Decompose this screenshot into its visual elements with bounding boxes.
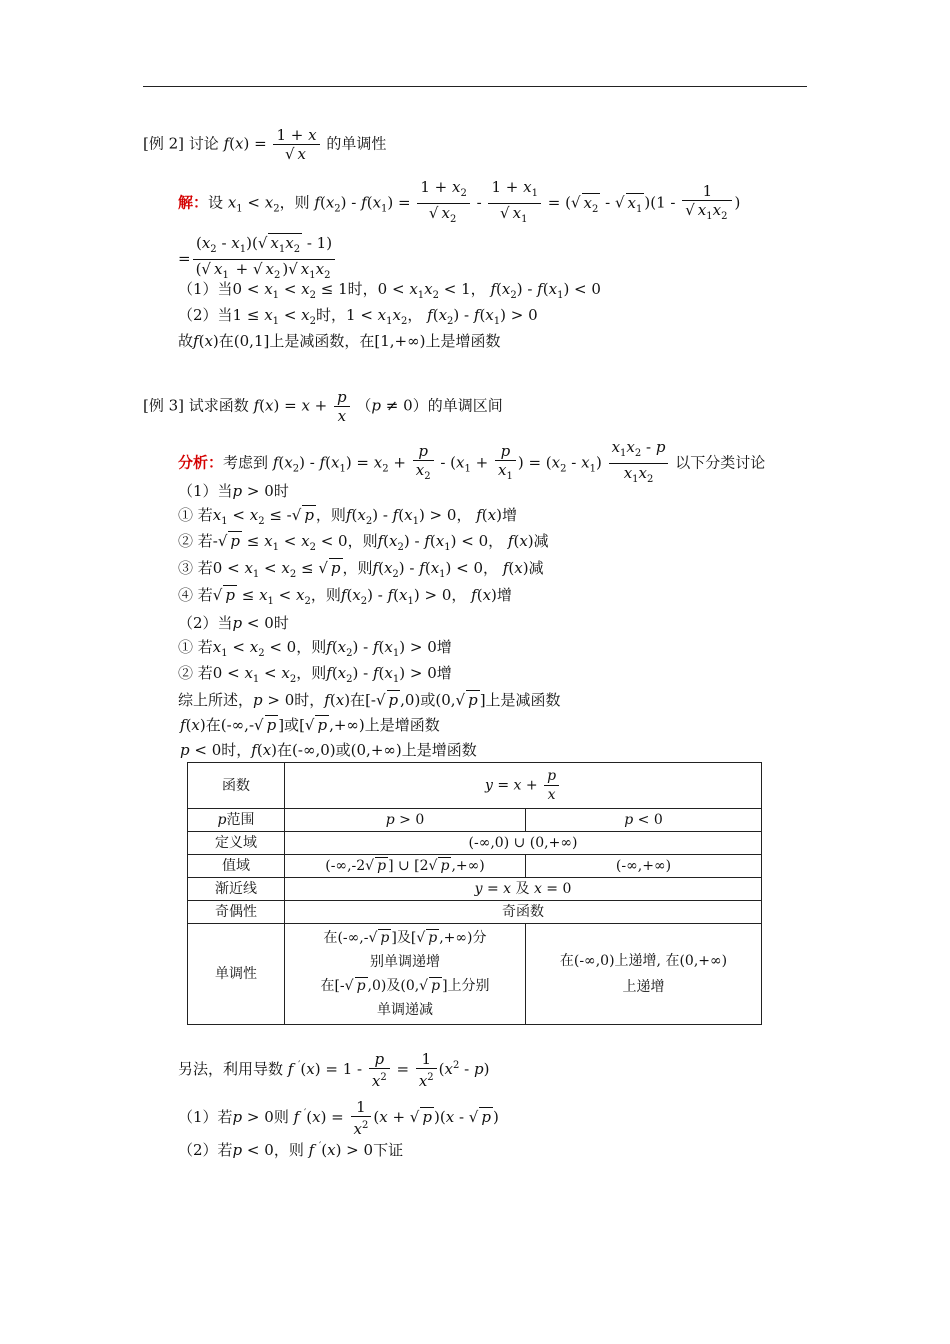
example-2-case-1: （1）当$0 < x_1 < x_2 \le 1$时，$0 < x_1x_2 < 1$， $f(x_2) - f(x_1) < 0$	[178, 280, 601, 301]
header-rule	[143, 86, 807, 87]
alt-case-1: （1）若p > 0则 f ′(x) = $\frac{1}{x^2}$ (x + √ p )(x - √ p )	[178, 1098, 499, 1138]
table-cell: p > 0	[285, 809, 526, 832]
table-row	[188, 878, 762, 901]
example-3-title: [例 3] 试求函数 f(x) = x + $\frac{p}{x}$ （p ≠ 0）的单调区间	[143, 388, 503, 425]
summary-table	[187, 762, 762, 1025]
table-cell: (-∞,-2√ p ] ∪ [2√ p ,+∞)	[285, 855, 526, 878]
example-2-conclusion: 故f(x)在(0,1]上是减函数，在[1,+∞)上是增函数	[178, 332, 501, 350]
table-header-cell: 单调性	[188, 924, 285, 1025]
case-3: ③ 若$0 < x_1 < x_2$ ≤ √ p ，则$f(x_2) - f(x_1) < 0$， f(x)减	[178, 559, 544, 580]
example-2-solution: 解：设 $x_1 < x_2$，则 $f(x_2) - f(x_1)$ = $\frac{1 + x_2}{√ x_2}$ - $\frac{1 + x_1}{√ x_1}$ = (√ $x_2$ - √ $x_1$ )(1 - $\frac{1}{√ x_1x_2}$ )	[178, 178, 741, 225]
table-row	[188, 924, 762, 1025]
example-2-title: [例 2] 讨论 f(x) = $\frac{1 + x}{√ x}$ 的单调性	[143, 126, 387, 163]
case-4: ④ 若√ $p \le x_1 < x_2$，则$f(x_2) - f(x_1) > 0$， f(x)增	[178, 586, 512, 607]
case-1: ① 若$x_1 < x_2$ ≤ -√ p ，则$f(x_2) - f(x_1) > 0$， f(x)增	[178, 506, 517, 527]
table-cell: (-∞,0) ∪ (0,+∞)	[285, 832, 762, 855]
example-3-analysis: 分析：考虑到 $f(x_2) - f(x_1) = x_2$ + $\frac{p}{x_2}$ - ($x_1$ + $\frac{p}{x_1}$ ) = $(x_2 - x_1)$ $\frac{x_1x_2 - p}{x_1x_2}$ 以下分类讨论	[178, 438, 766, 485]
table-cell: y = x + $\frac{p}{x}$	[285, 763, 762, 809]
table-cell: 奇函数	[285, 901, 762, 924]
table-cell: y = x 及 x = 0	[285, 878, 762, 901]
table-row	[188, 855, 762, 878]
table-header-cell: p范围	[188, 809, 285, 832]
summary-line-2: f(x)在(-∞,-√ p ]或[√ p ,+∞)上是增函数	[180, 716, 440, 734]
p-negative-heading: （2）当p < 0时	[178, 614, 289, 632]
case-2: ② 若-√ $p \le x_1 < x_2 < 0$，则$f(x_2) - f(x_1) < 0$， f(x)减	[178, 532, 549, 553]
neg-case-2: ② 若$0 < x_1 < x_2$，则$f(x_2) - f(x_1) > 0$增	[178, 664, 452, 685]
table-row	[188, 809, 762, 832]
table-cell: p < 0	[526, 809, 762, 832]
example-2-case-2: （2）当$1 \le x_1 < x_2$时，$1 < x_1x_2$， $f(x_2) - f(x_1) > 0$	[178, 306, 538, 327]
summary-line-3: p < 0时，f(x)在(-∞,0)或(0,+∞)上是增函数	[180, 741, 477, 759]
p-positive-heading: （1）当p > 0时	[178, 482, 289, 500]
table-header-cell: 函数	[188, 763, 285, 809]
alt-case-2: （2）若p < 0，则 f ′(x) > 0下证	[178, 1141, 404, 1159]
table-row	[188, 901, 762, 924]
table-cell: (-∞,+∞)	[526, 855, 762, 878]
neg-case-1: ① 若$x_1 < x_2 < 0$，则$f(x_2) - f(x_1) > 0$增	[178, 638, 452, 659]
table-header-cell: 奇偶性	[188, 901, 285, 924]
table-row	[188, 763, 762, 809]
table-row	[188, 832, 762, 855]
table-header-cell: 定义域	[188, 832, 285, 855]
table-header-cell: 渐近线	[188, 878, 285, 901]
example-2-simplified: = $\frac{(x_2 - x_1)(√ x_1x_2 - 1)}{(√ x_1 + √ x_2 )√ x_1x_2}$	[178, 234, 337, 285]
table-header-cell: 值域	[188, 855, 285, 878]
table-cell: 在(-∞,-√ p ]及[√ p ,+∞)分 别单调递增 在[-√ p ,0)及(0,√ p ]上分别 单调递减	[285, 924, 526, 1025]
alt-intro: 另法，利用导数 f ′(x) = 1 - $\frac{p}{x^2}$ = $\frac{1}{x^2}$ $(x^2 - p)$	[178, 1050, 490, 1090]
summary-line-1: 综上所述，p > 0时，f(x)在[-√ p ,0)或(0,√ p ]上是减函数	[178, 691, 561, 709]
table-cell: 在(-∞,0)上递增, 在(0,+∞) 上递增	[526, 924, 762, 1025]
